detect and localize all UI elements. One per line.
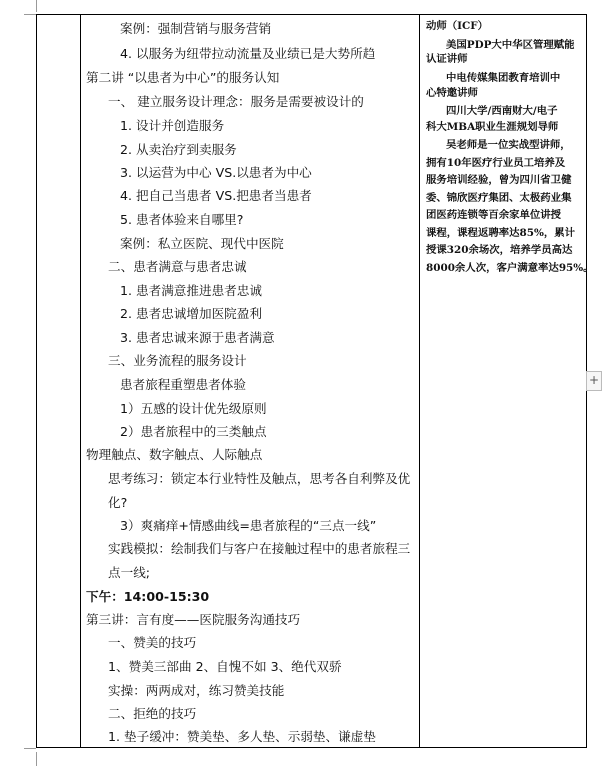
- bio-line: 8000余人次，客户满意率达95%。: [426, 262, 594, 274]
- text-line: 二、患者满意与患者忠诚: [108, 259, 247, 274]
- text-line: 患者旅程重塑患者体验: [120, 377, 246, 392]
- text-line: 化?: [108, 495, 128, 510]
- text-line: 4. 以服务为纽带拉动流量及业绩已是大势所趋: [120, 46, 376, 61]
- bio-line: 吴老师是一位实战型讲师，: [446, 139, 571, 151]
- bio-line: 委、锦欣医疗集团、太极药业集: [426, 192, 572, 204]
- text-line: 物理触点、数字触点、人际触点: [86, 447, 263, 462]
- bio-line: 四川大学/西南财大/电子: [446, 105, 558, 117]
- bio-line: 中电传媒集团教育培训中: [446, 72, 561, 84]
- text-line: 3）爽痛痒+情感曲线=患者旅程的“三点一线”: [120, 518, 377, 533]
- text-line: 4. 把自己当患者 VS.把患者当患者: [120, 188, 312, 203]
- text-line: 一、赞美的技巧: [108, 635, 197, 650]
- text-line: 实践模拟：绘制我们与客户在接触过程中的患者旅程三: [108, 541, 411, 556]
- text-line: 点一线;: [108, 565, 151, 580]
- table-bottom-border: [36, 747, 587, 748]
- text-line: 2）患者旅程中的三类触点: [120, 424, 267, 439]
- section-heading: 第三讲：言有度——医院服务沟通技巧: [86, 612, 301, 627]
- bio-line: 心特邀讲师: [426, 87, 478, 99]
- afternoon-time-heading: 下午：14:00-15:30: [86, 589, 210, 604]
- bio-line: 课程，课程返聘率达85%，累计: [426, 227, 576, 239]
- text-line: 1、赞美三部曲 2、自愧不如 3、绝代双骄: [108, 659, 342, 674]
- table-left-border: [36, 14, 37, 748]
- bio-line: 认证讲师: [426, 53, 468, 65]
- text-line: 1. 设计并创造服务: [120, 118, 225, 133]
- bio-line: 美国PDP大中华区管理赋能: [446, 39, 575, 51]
- text-line: 1. 患者满意推进患者忠诚: [120, 283, 262, 298]
- bio-line: 服务培训经验，曾为四川省卫健: [426, 174, 572, 186]
- text-line: 二、拒绝的技巧: [108, 706, 197, 721]
- expand-button[interactable]: +: [586, 371, 602, 391]
- text-line: 2. 患者忠诚增加医院盈利: [120, 306, 262, 321]
- text-line: 1. 垫子缓冲：赞美垫、多人垫、示弱垫、谦虚垫: [108, 729, 376, 744]
- text-line: 思考练习：锁定本行业特性及触点，思考各自利弊及优: [108, 471, 411, 486]
- text-line: 2. 从卖治疗到卖服务: [120, 142, 237, 157]
- text-line: 案例：私立医院、现代中医院: [120, 236, 284, 251]
- text-line: 1）五感的设计优先级原则: [120, 401, 267, 416]
- bio-line: 动师（ICF）: [426, 20, 489, 32]
- column-divider-1: [80, 14, 81, 748]
- text-line: 3. 患者忠诚来源于患者满意: [120, 330, 275, 345]
- section-heading: 第二讲 “以患者为中心”的服务认知: [86, 70, 280, 85]
- table-top-border: [36, 14, 587, 15]
- text-line: 实操：两两成对，练习赞美技能: [108, 683, 285, 698]
- text-line: 一、 建立服务设计理念：服务是需要被设计的: [108, 94, 364, 109]
- bio-line: 授课320余场次，培养学员高达: [426, 244, 573, 256]
- crop-mark: [36, 0, 37, 12]
- text-line: 5. 患者体验来自哪里?: [120, 212, 244, 227]
- text-line: 3. 以运营为中心 VS.以患者为中心: [120, 165, 312, 180]
- crop-mark: [24, 14, 36, 15]
- bio-line: 团医药连锁等百余家单位讲授: [426, 209, 562, 221]
- crop-mark: [24, 748, 36, 749]
- bio-line: 科大MBA职业生涯规划导师: [426, 121, 559, 133]
- crop-mark: [36, 752, 37, 766]
- text-line: 案例：强制营销与服务营销: [120, 21, 272, 36]
- column-divider-2: [419, 14, 420, 748]
- bio-line: 拥有10年医疗行业员工培养及: [426, 157, 566, 169]
- text-line: 三、业务流程的服务设计: [108, 353, 247, 368]
